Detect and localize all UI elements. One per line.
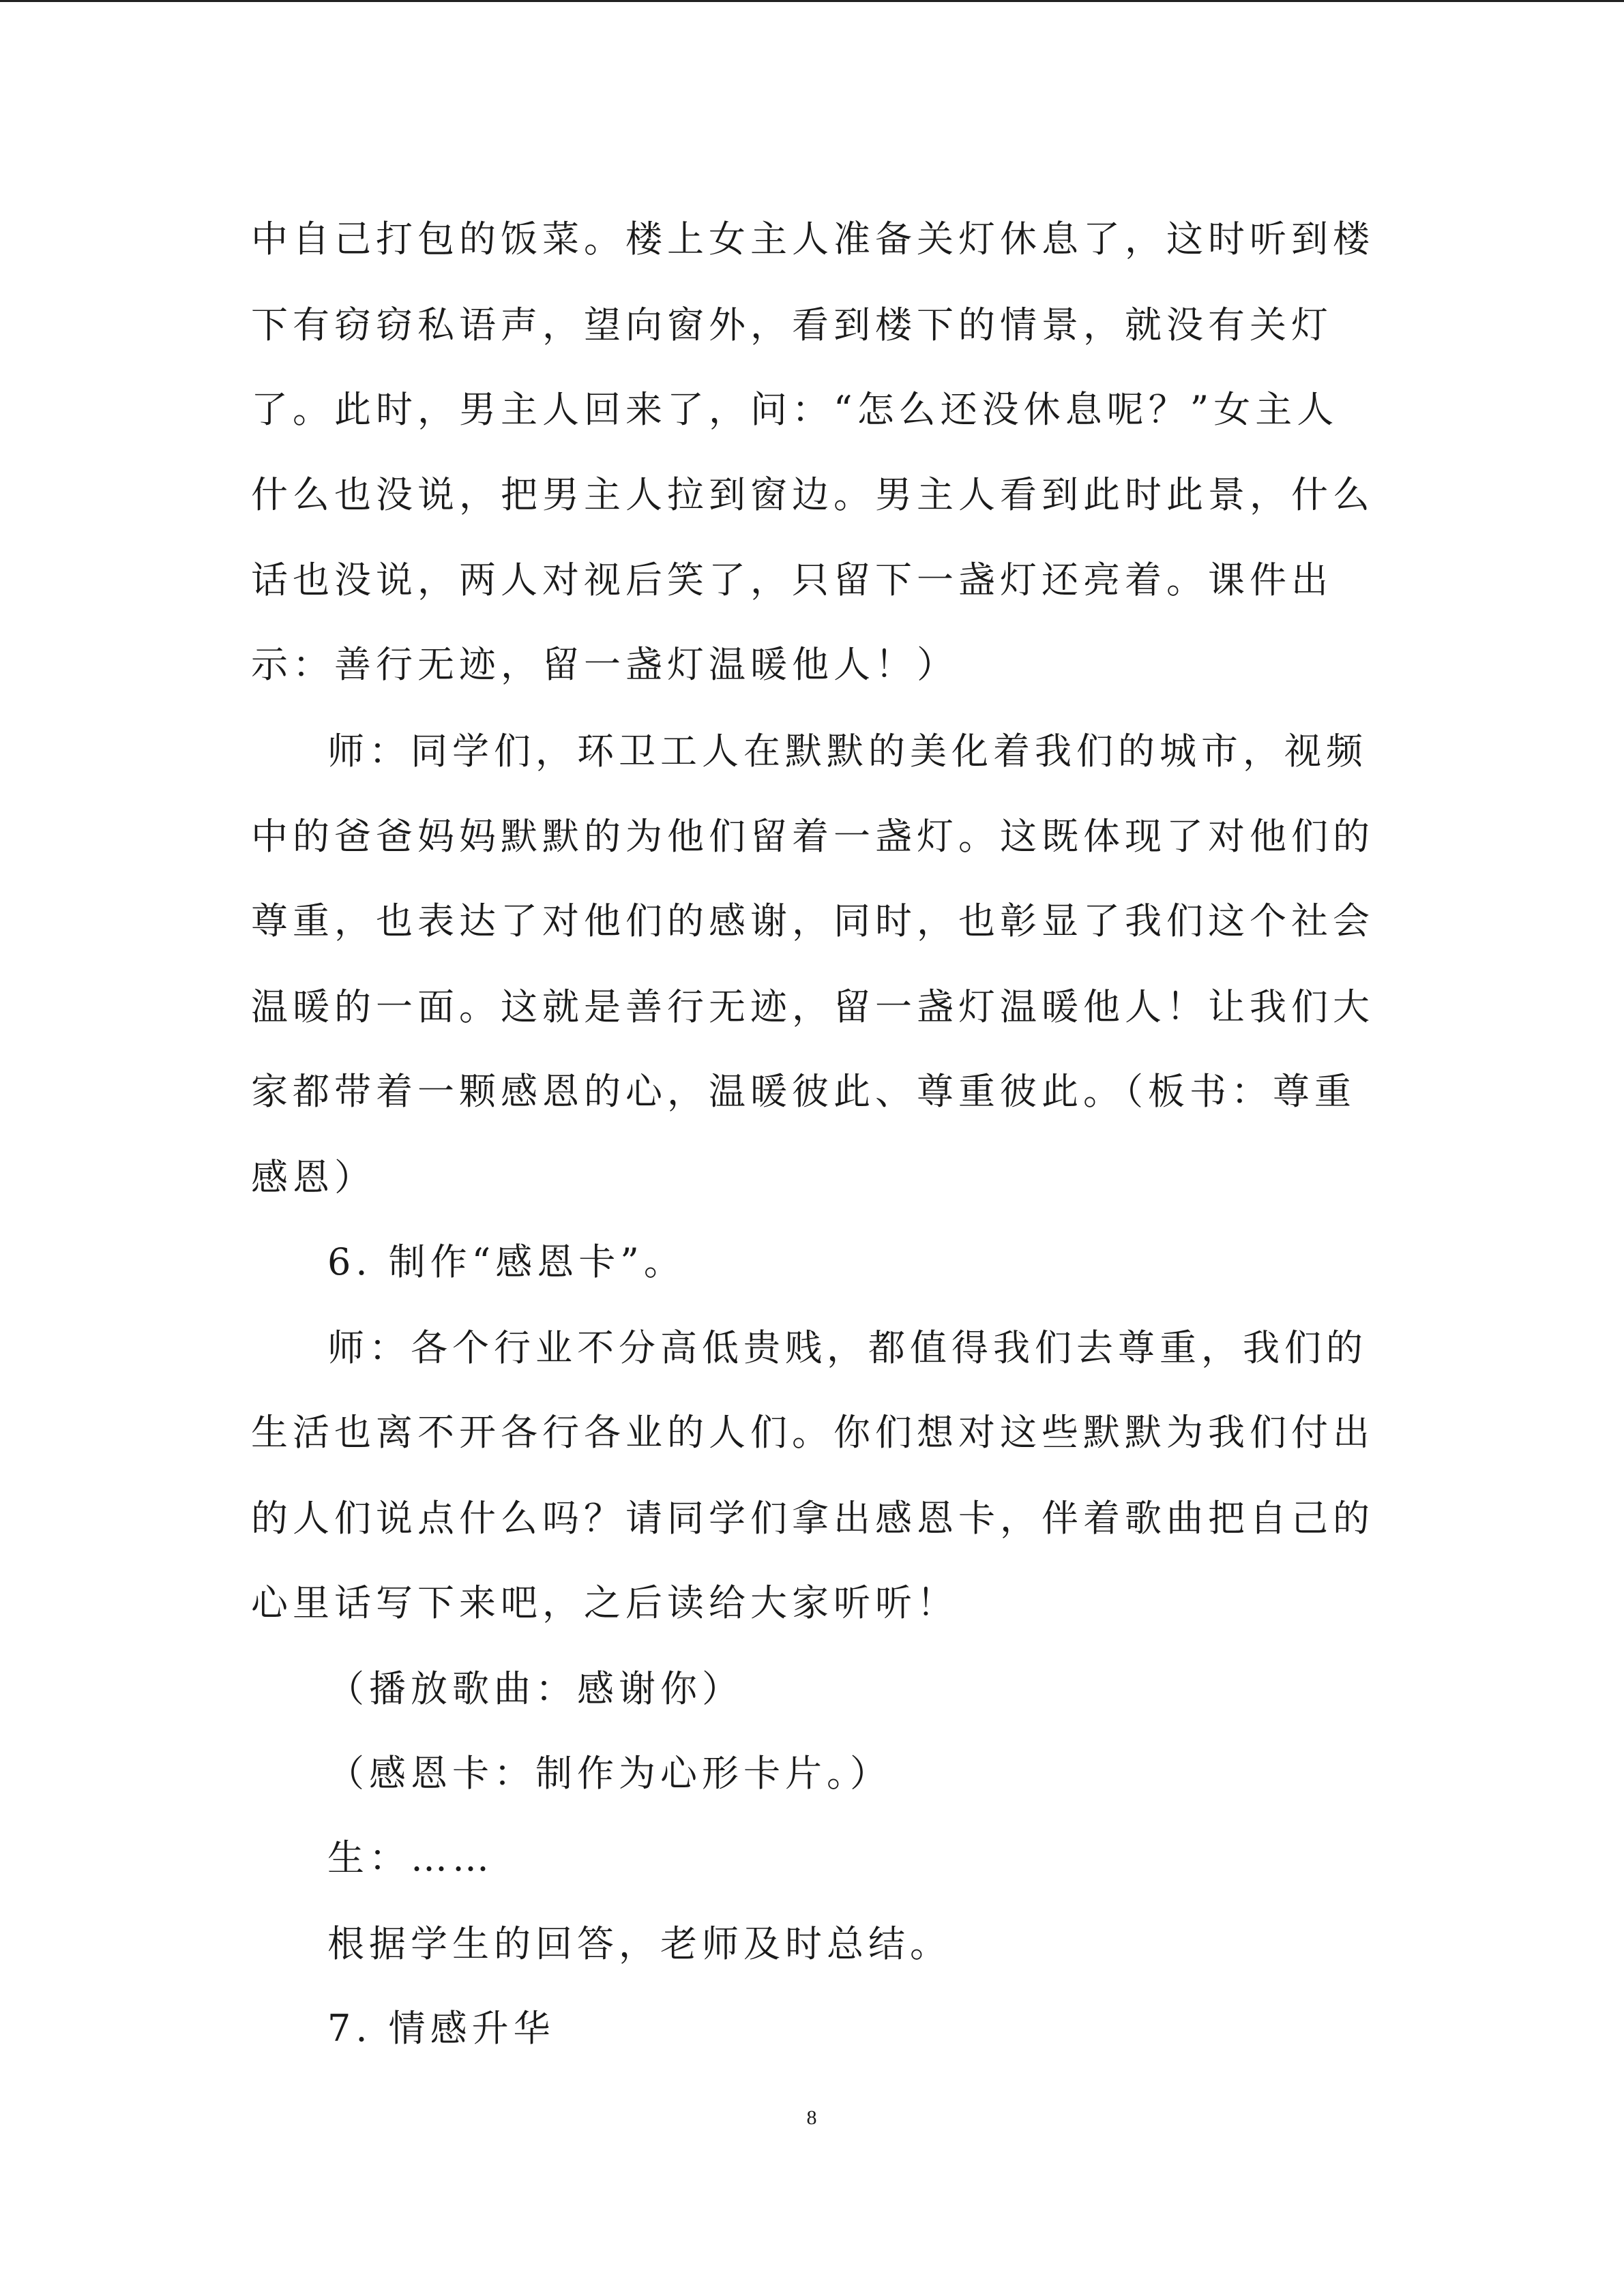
section-heading: 6. 制作“感恩卡”。 [327, 1240, 685, 1283]
section-heading: 7. 情感升华 [327, 2007, 555, 2050]
text-line: 温暖的一面。这就是善行无迹，留一盏灯温暖他人！让我们大 [251, 985, 1374, 1028]
text-line: 师：各个行业不分高低贵贱，都值得我们去尊重，我们的 [327, 1326, 1368, 1369]
page-top-border [0, 0, 1624, 2]
text-line: 尊重，也表达了对他们的感谢，同时，也彰显了我们这个社会 [251, 899, 1374, 942]
text-line: 了。此时，男主人回来了，问：“怎么还没休息呢？”女主人 [251, 388, 1339, 431]
text-line: （播放歌曲：感谢你） [327, 1667, 743, 1710]
text-line: 师：同学们，环卫工人在默默的美化着我们的城市，视频 [327, 730, 1368, 773]
text-line: 示：善行无迹，留一盏灯温暖他人！） [251, 643, 958, 686]
text-line: 话也没说，两人对视后笑了，只留下一盏灯还亮着。课件出 [251, 558, 1333, 601]
text-line: 的人们说点什么吗？请同学们拿出感恩卡，伴着歌曲把自己的 [251, 1497, 1374, 1540]
text-line: 家都带着一颗感恩的心，温暖彼此、尊重彼此。（板书：尊重 [251, 1070, 1356, 1113]
text-line: 生活也离不开各行各业的人们。你们想对这些默默为我们付出 [251, 1411, 1374, 1454]
page-number: 8 [806, 2106, 817, 2129]
text-line: 根据学生的回答，老师及时总结。 [327, 1922, 951, 1965]
text-line: 心里话写下来吧，之后读给大家听听！ [251, 1581, 958, 1624]
text-line: （感恩卡：制作为心形卡片。） [327, 1752, 891, 1795]
text-line: 感恩） [251, 1156, 376, 1199]
text-line: 下有窃窃私语声，望向窗外，看到楼下的情景，就没有关灯 [251, 303, 1333, 346]
text-line: 生：…… [327, 1836, 494, 1879]
text-line: 什么也没说，把男主人拉到窗边。男主人看到此时此景，什么 [251, 473, 1374, 516]
text-line: 中的爸爸妈妈默默的为他们留着一盏灯。这既体现了对他们的 [251, 815, 1374, 858]
text-line: 中自己打包的饭菜。楼上女主人准备关灯休息了，这时听到楼 [251, 218, 1374, 260]
